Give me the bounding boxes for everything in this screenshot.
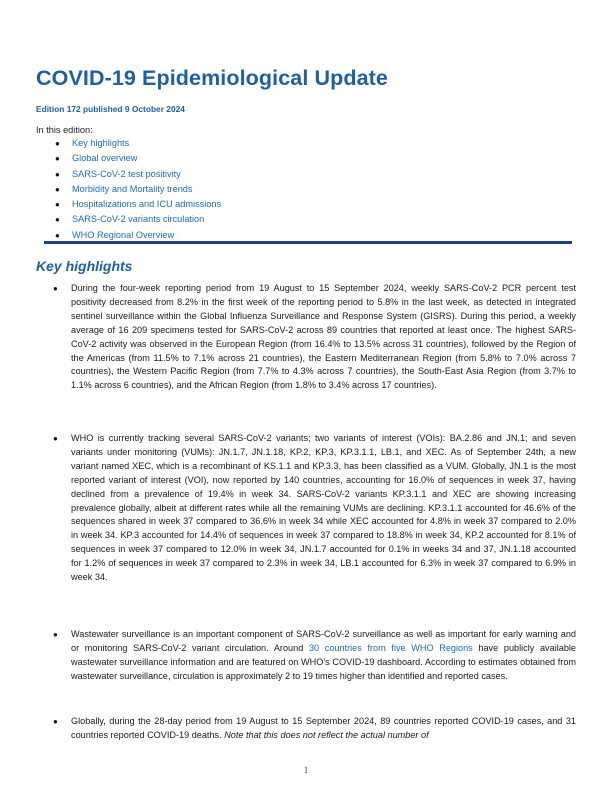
in-this-edition-label: In this edition: <box>36 125 93 135</box>
bullet-icon: ● <box>55 184 60 194</box>
paragraph-text: Globally, during the 28-day period from 19 August to 15 September 2024, 89 countries reported COVID-19 cases, and 31 countries reported COVID-19 deaths. <box>71 716 576 740</box>
bullet-icon: ● <box>55 230 60 240</box>
highlight-paragraph-wastewater <box>53 628 576 684</box>
toc-item-label: SARS-CoV-2 variants circulation <box>72 214 205 225</box>
toc-item-label: Hospitalizations and ICU admissions <box>72 199 222 210</box>
bullet-icon: ● <box>55 200 60 210</box>
toc-item-label: SARS-CoV-2 test positivity <box>72 168 181 179</box>
key-highlights-heading: Key highlights <box>36 258 133 274</box>
toc-item-label: Morbidity and Mortality trends <box>72 183 193 194</box>
toc-item-key-highlights[interactable] <box>55 137 221 152</box>
page-number: 1 <box>303 765 309 775</box>
bullet-icon: ● <box>53 434 58 443</box>
toc-item-label: WHO Regional Overview <box>72 229 175 240</box>
paragraph-text: have publicly available wastewater surveillance information and are featured on WHO’s COVID-19 dashboard. According to estimates obtained from wastewater surveillance, circulation is approximately 2 to 19 times higher than identified and reported cases. <box>71 642 576 681</box>
toc-item-morbidity-mortality[interactable] <box>55 183 221 198</box>
highlight-paragraph-test-positivity <box>53 282 576 393</box>
wastewater-countries-link[interactable]: 30 countries from five WHO Regions <box>308 642 473 653</box>
toc-item-test-positivity[interactable] <box>55 168 221 183</box>
bullet-icon: ● <box>55 215 60 225</box>
paragraph-note: Note that this does not reflect the actual number of <box>224 729 429 740</box>
page-title: COVID-19 Epidemiological Update <box>36 66 388 90</box>
toc-item-variants[interactable] <box>55 213 221 228</box>
bullet-icon: ● <box>53 284 58 293</box>
paragraph-text: Wastewater surveillance is an important component of SARS-CoV-2 surveillance as well as important for early warning and or monitoring SARS-CoV-2 variant circulation. Around <box>71 629 576 653</box>
bullet-icon: ● <box>53 630 58 639</box>
bullet-icon: ● <box>55 169 60 179</box>
toc-item-label: Global overview <box>72 153 138 164</box>
toc-item-label: Key highlights <box>72 138 130 148</box>
table-of-contents <box>55 137 221 244</box>
edition-info: Edition 172 published 9 October 2024 <box>36 104 185 114</box>
toc-item-global-overview[interactable] <box>55 152 221 167</box>
section-divider <box>44 241 572 244</box>
paragraph-text: WHO is currently tracking several SARS-CoV-2 variants; two variants of interest (VOIs): BA.2.86 and JN.1; and seven variants under monitoring (VUMs): JN.1.7, JN.1.18, KP.2, KP.3, KP.3.1.1, LB.1, and XEC. As of September 24th, a new variant named XEC, which is a recombinant of KS.1.1 and KP.3.3, has been classified as a VUM. Globally, JN.1 is the most reported variant of interest (VOI), now reported by 140 countries, accounting for 16.0% of sequences in week 37, having declined from a prevalence of 19.4% in week 34. SARS-CoV-2 variants KP.3.1.1 and XEC are showing increasing prevalence globally, albeit at different rates while all the remaining VUMs are declining. KP.3.1.1 accounted for 46.6% of the sequences shared in week 37 compared to 36.6% in week 34 while XEC accounted for 4.8% in week 37 compared to 2.0% in week 34. KP.3 accounted for 14.4% of sequences in week 37 compared to 18.8% in week 34, KP.2 accounted for 8.1% of sequences in week 37 compared to 12.0% in week 34, JN.1.7 accounted for 0.1% in weeks 34 and 37, JN.1.18 accounted for 1.2% of sequences in week 37 compared to 2.3% in week 34, LB.1 accounted for 6.3% in week 37 compared to 6.9% in week 34. <box>71 433 576 583</box>
highlight-paragraph-cases-deaths <box>53 715 576 743</box>
bullet-icon: ● <box>55 154 60 164</box>
toc-item-hospitalizations[interactable] <box>55 198 221 213</box>
paragraph-text: During the four-week reporting period from 19 August to 15 September 2024, weekly SARS-CoV-2 PCR percent test positivity decreased from 8.2% in the first week of the reporting period to 5.8% in the last week, as detected in integrated sentinel surveillance within the Global Influenza Surveillance and Response System (GISRS). During this period, a weekly average of 16 209 specimens tested for SARS-CoV-2 across 89 countries that reported at least once. The highest SARS-CoV-2 activity was observed in the European Region (from 16.4% to 13.5% across 31 countries), followed by the Region of the Americas (from 11.5% to 7.1% across 21 countries), the Eastern Mediterranean Region (from 5.8% to 7.0% across 7 countries), the Western Pacific Region (from 7.7% to 4.3% across 7 countries), the South-East Asia Region (from 3.7% to 1.1% across 6 countries), and the African Region (from 1.8% to 3.4% across 17 countries). <box>71 283 576 391</box>
bullet-icon: ● <box>55 139 60 148</box>
highlight-paragraph-variants <box>53 432 576 585</box>
bullet-icon: ● <box>53 717 58 726</box>
